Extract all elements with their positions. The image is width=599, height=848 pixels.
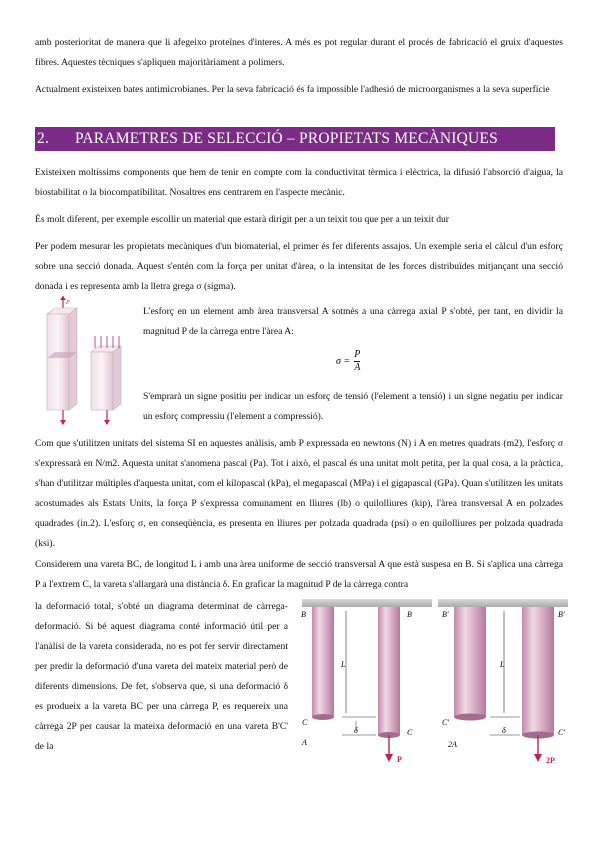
rod-b-prime-right-label: B' bbox=[558, 610, 565, 619]
paragraph-load-deformation: la deformació total, s'obté un diagrama determinat de càrrega-deformació. Si bé aquest diagrama conté informació útil per a l'anàlisi de la vareta considerada, no es pot fer servir directament per predir la deformació d'una vareta del mateix material però de diferents dimensions. De fet, s'observa que, si una deformació δ es produeix a la vareta BC per una càrrega P, es requereix una càrrega 2P per causar la mateixa deformació en una vareta B'C' de la bbox=[35, 601, 288, 752]
paragraph-components: Existeixen moltíssims components que hem de tenir en compte com la conductivitat tèrmica i elèctrica, la difusió l'absorció d'aigua, la biostabilitat o la biocompatibilitat. Nosaltres ens centrarem en l'aspecte mecànic. bbox=[35, 167, 563, 198]
paragraph-antimicrobial: Actualment existeixen bates antimicrobianes. Per la seva fabricació és fa impossible l'adhesió de microorganismes a la seva superfície bbox=[35, 84, 550, 95]
paragraph-sign-convention: S'emprarà un signe positiu per indicar un esforç de tensió (l'element a tensió) i un signe negatiu per indicar un esforç compressiu (l'element a compressió). bbox=[143, 391, 563, 422]
rod-b-prime-label: B' bbox=[442, 610, 449, 619]
paragraph-stress: Per podem mesurar les propietats mecàniques d'un biomaterial, el primer és fer diferents assajos. Un exemple seria el càlcul d'un esforç sobre una secció donada. Aquest s'entén com la força per unitat d'àrea, o la intensitat de les forces distribuïdes mitjançant una secció donada i es representa amb la lletra grega σ (sigma). bbox=[35, 241, 563, 292]
stressed-bar-figure bbox=[35, 296, 135, 428]
rod-c-right-label: C bbox=[407, 728, 413, 737]
rod-c-prime-label: C' bbox=[442, 718, 450, 727]
rod-load-2p-label: 2P bbox=[546, 756, 555, 765]
rod-length-label: L bbox=[341, 660, 346, 669]
paragraph-rod-bc: Considerem una vareta BC, de longitud L i amb una àrea uniforme de secció transversal A que està suspesa en B. Si s'aplica una càrrega P a l'extrem C, la vareta s'allargarà una distància δ. En graficar la magnitud P de la càrrega contra bbox=[35, 559, 563, 590]
rod-c-label: C bbox=[302, 718, 308, 727]
rods-figure bbox=[296, 597, 571, 772]
stress-formula bbox=[336, 349, 360, 374]
formula-lhs: σ = bbox=[336, 355, 351, 367]
rod-delta-label: δ bbox=[354, 726, 358, 735]
formula-denominator: A bbox=[354, 362, 361, 373]
section-number: 2. bbox=[37, 130, 50, 147]
rod-b-right-label: B bbox=[407, 610, 412, 619]
section-heading bbox=[35, 127, 555, 151]
rod-delta-right-label: δ bbox=[502, 726, 506, 735]
paragraph-intro: amb posterioritat de manera que li afegeixo proteïnes d'interes. A més es pot regular durant el procés de fabricació el gruix d'aquestes fibres. Aquestes tècniques s'apliquen majoritàriament a polímers. bbox=[35, 37, 563, 68]
paragraph-units: Com que s'utilitzen unitats del sistema SI en aquestes anàlisis, amb P expressada en newtons (N) i A en metres quadrats (m2), l'esforç σ s'expressarà en N/m2. Aquesta unitat s'anomena pascal (Pa). Tot i això, el pascal és una unitat molt petita, per la qual cosa, a la pràctica, s'han d'utilitzar múltiples d'aquesta unitat, com el kilopascal (kPa), el megapascal (MPa) i el gigapascal (GPa). Quan s'utilitzen les unitats acostumades als Estats Units, la força P s'expressa comunament en lliures (lb) o quilolliures (kip), l'àrea transversal A en polzades quadrades (in.2). L'esforç σ, en conseqüència, es presenta en lliures per polzada quadrada (psi) o en quilolliures per polzada quadrada (ksi). bbox=[35, 438, 563, 549]
section-title: PARAMETRES DE SELECCIÓ – PROPIETATS MECÀNIQUES bbox=[75, 130, 498, 147]
rod-length-right-label: L bbox=[500, 660, 505, 669]
bar-top-load-label: P bbox=[66, 300, 70, 306]
rod-c-prime-right-label: C' bbox=[558, 728, 566, 737]
rod-b-label: B bbox=[301, 610, 306, 619]
formula-numerator: P bbox=[354, 349, 361, 360]
paragraph-axial-load: L'esforç en un element amb àrea transversal A sotmès a una càrrega axial P s'obté, per tant, en dividir la magnitud P de la càrrega entre l'àrea A: bbox=[143, 306, 563, 337]
rod-2a-label: 2A bbox=[448, 740, 457, 749]
rod-load-p-label: P bbox=[397, 755, 402, 764]
rod-area-label: A bbox=[302, 738, 307, 747]
paragraph-tissue: És molt diferent, per exemple escollir un material que estarà dirigit per a un teixit tou que per a un teixit dur bbox=[35, 214, 449, 225]
